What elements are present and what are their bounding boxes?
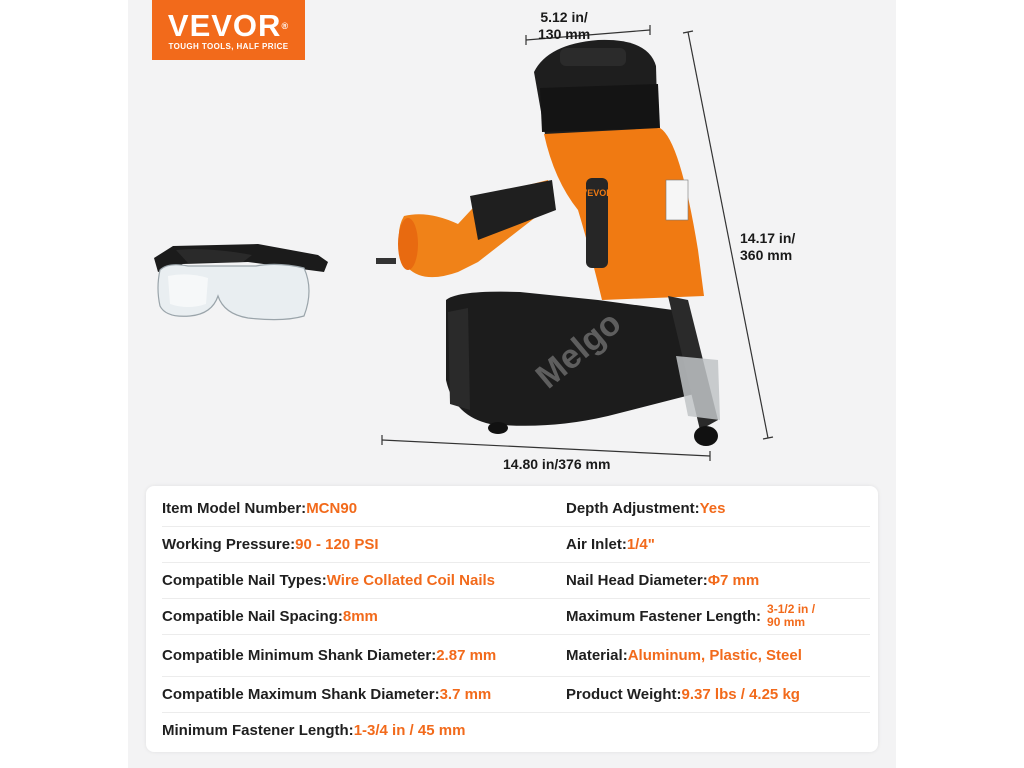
spec-model: Item Model Number: MCN90 <box>162 499 358 517</box>
dimension-width-label <box>538 9 590 43</box>
logo-registered: ® <box>281 21 290 31</box>
spec-row <box>162 634 870 677</box>
spec-row <box>162 676 870 713</box>
dim-top-line1: 5.12 in/ <box>540 9 588 25</box>
spec-weight: Product Weight: 9.37 lbs / 4.25 kg <box>566 685 800 703</box>
spec-air-inlet: Air Inlet: 1/4" <box>566 535 655 553</box>
spec-row <box>162 712 870 748</box>
spec-max-shank: Compatible Maximum Shank Diameter: 3.7 mm <box>162 685 492 703</box>
dimension-length-label: 14.80 in/376 mm <box>503 456 611 472</box>
spec-material: Material: Aluminum, Plastic, Steel <box>566 646 802 664</box>
spec-min-shank: Compatible Minimum Shank Diameter: 2.87 mm <box>162 646 497 664</box>
logo-tagline: TOUGH TOOLS, HALF PRICE <box>168 42 289 51</box>
dim-right-line1: 14.17 in/ <box>740 230 796 246</box>
spec-row <box>162 490 870 527</box>
product-canvas <box>128 0 896 768</box>
dimension-height-label <box>740 230 795 264</box>
spec-row <box>162 562 870 599</box>
dim-top-line2: 130 mm <box>538 26 591 42</box>
watermark-text: Melgo <box>528 303 629 397</box>
tool-badge: VEVOR <box>581 188 613 198</box>
dim-right-line2: 360 mm <box>740 247 793 263</box>
spec-table <box>146 486 878 752</box>
spec-max-fastener-length: Maximum Fastener Length: 3-1/2 in / 90 mm <box>566 602 816 629</box>
spec-pressure: Working Pressure: 90 - 120 PSI <box>162 535 379 553</box>
spec-row <box>162 598 870 635</box>
spec-min-fastener-length: Minimum Fastener Length: 1-3/4 in / 45 mm <box>162 721 466 739</box>
spec-nail-spacing: Compatible Nail Spacing: 8mm <box>162 607 378 625</box>
spec-row <box>162 526 870 563</box>
spec-nail-types: Compatible Nail Types: Wire Collated Coil Nails <box>162 571 495 589</box>
spec-nail-head-diameter: Nail Head Diameter: Φ7 mm <box>566 571 760 589</box>
coil-nailer-image <box>376 40 720 446</box>
spec-depth: Depth Adjustment: Yes <box>566 499 726 517</box>
logo-brand: VEVOR <box>167 8 282 43</box>
safety-glasses-image <box>154 244 328 320</box>
